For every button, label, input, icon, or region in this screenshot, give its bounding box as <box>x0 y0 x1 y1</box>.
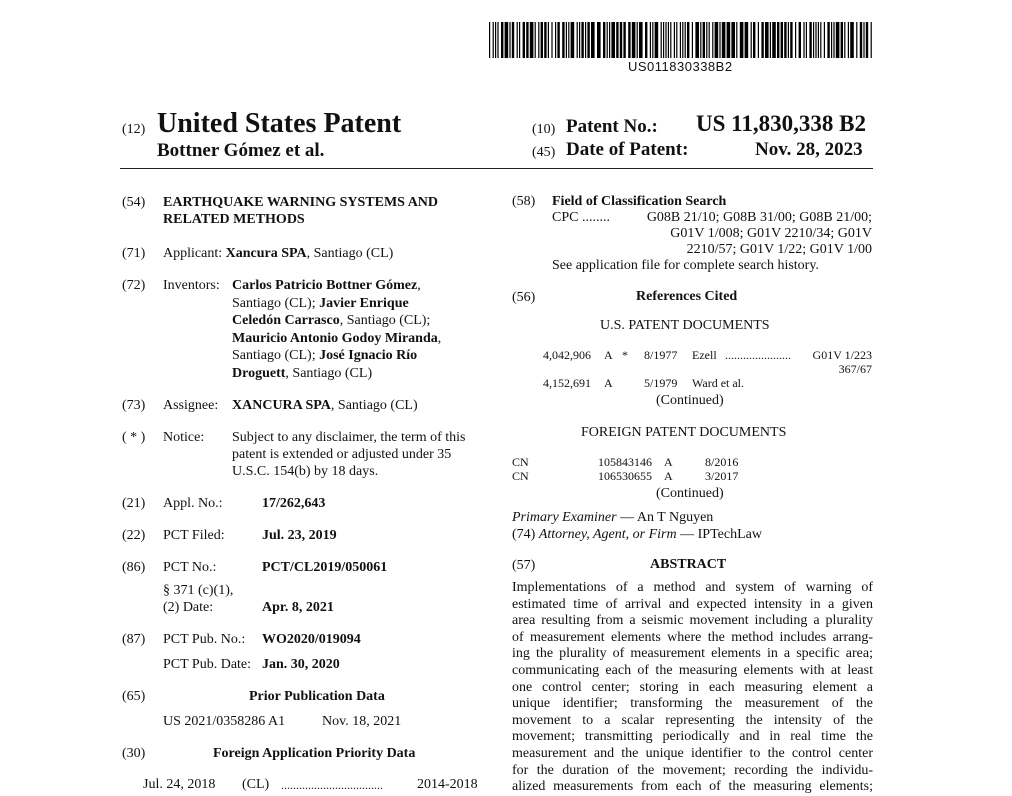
barcode-bar <box>706 22 707 58</box>
barcode-bar <box>784 22 786 58</box>
pct-pub-date: Jan. 30, 2020 <box>262 657 340 672</box>
barcode-bar <box>827 22 829 58</box>
barcode-bar <box>740 22 744 58</box>
pct-pub-number: WO2020/019094 <box>262 632 361 647</box>
us-doc-class-2: 367/67 <box>838 362 872 376</box>
abstract-line: one control center; storing in each measuring element a <box>512 679 873 695</box>
cpc-line-1: G08B 21/10; G08B 31/00; G08B 21/00; <box>646 210 872 225</box>
title-code: (54) <box>122 195 146 210</box>
barcode-bar <box>611 22 615 58</box>
us-doc-number: 4,152,691 <box>543 376 591 390</box>
patent-type-title: United States Patent <box>157 108 402 139</box>
inventor-line-3: Celedón Carrasco, Santiago (CL); <box>232 313 431 328</box>
barcode-bar <box>770 22 771 58</box>
foreign-doc-date: 3/2017 <box>705 469 739 483</box>
barcode-bar <box>815 22 816 58</box>
foreign-doc-number: 106530655 <box>598 469 652 483</box>
applicant-label: Applicant: Xancura SPA, Santiago (CL) <box>163 246 394 261</box>
barcode-bar <box>676 22 677 58</box>
attorney-agent: (74) Attorney, Agent, or Firm — IPTechLaw <box>512 527 762 542</box>
barcode-bar <box>674 22 675 58</box>
pct-number: PCT/CL2019/050061 <box>262 560 388 575</box>
barcode-bar <box>544 22 546 58</box>
barcode-bar <box>555 22 556 58</box>
barcode-bar <box>523 22 525 58</box>
barcode-bar <box>772 22 776 58</box>
barcode-bar <box>818 22 819 58</box>
barcode-bar <box>548 22 549 58</box>
barcode-bar <box>761 22 763 58</box>
barcode-bar <box>777 22 779 58</box>
barcode-bar <box>781 22 783 58</box>
assignee-label: Assignee: <box>163 398 219 413</box>
us-doc-name: Ward et al. <box>692 376 745 390</box>
barcode-bar <box>632 22 636 58</box>
barcode-bar <box>753 22 755 58</box>
foreign-doc-kind: A <box>664 469 673 483</box>
notice-code: ( * ) <box>122 430 146 445</box>
kind-code-12: (12) <box>122 122 146 137</box>
references-heading: References Cited <box>636 289 738 304</box>
pct-filed-date: Jul. 23, 2019 <box>262 528 337 543</box>
field-search-code: (58) <box>512 194 536 209</box>
foreign-priority-heading: Foreign Application Priority Data <box>213 746 416 761</box>
barcode-bar <box>509 22 510 58</box>
s371-line-2: (2) Date: <box>163 600 214 615</box>
notice-label: Notice: <box>163 430 205 445</box>
applicant-location: , Santiago (CL) <box>306 246 394 261</box>
barcode-bar <box>650 22 651 58</box>
invention-title-line2: RELATED METHODS <box>163 212 305 227</box>
inventors-code: (72) <box>122 278 146 293</box>
us-doc-kind: A <box>604 348 613 362</box>
barcode-bar <box>692 22 693 58</box>
barcode-bar <box>597 22 601 58</box>
assignee-value: XANCURA SPA, Santiago (CL) <box>232 398 418 413</box>
applicant-name: Xancura SPA <box>225 246 307 261</box>
us-doc-number: 4,042,906 <box>543 348 591 362</box>
us-doc-date: 5/1979 <box>644 376 678 390</box>
foreign-docs-continued: (Continued) <box>656 486 724 501</box>
pct-pub-label: PCT Pub. No.: <box>163 632 246 647</box>
appl-code: (21) <box>122 496 146 511</box>
pct-pub-date-label: PCT Pub. Date: <box>163 657 252 672</box>
barcode-bar <box>517 22 518 58</box>
references-code: (56) <box>512 290 536 305</box>
abstract-line: communicating each of the measuring elements with at least <box>512 662 873 678</box>
us-doc-kind: A <box>604 376 613 390</box>
cpc-label: CPC ........ <box>552 210 610 225</box>
barcode-bar <box>505 22 509 58</box>
barcode-bar <box>700 22 701 58</box>
barcode-bar <box>719 22 720 58</box>
foreign-patent-docs-heading: FOREIGN PATENT DOCUMENTS <box>581 425 787 440</box>
barcode-bar <box>551 22 552 58</box>
barcode-bar <box>616 22 618 58</box>
barcode-bar <box>682 22 683 58</box>
barcode-bar <box>526 22 528 58</box>
barcode-bar <box>581 22 583 58</box>
pct-filed-label: PCT Filed: <box>163 528 225 543</box>
barcode-bar <box>566 22 567 58</box>
barcode-bar <box>709 22 710 58</box>
barcode-bar <box>866 22 868 58</box>
barcode-bar <box>541 22 543 58</box>
abstract-line: movement; transmitting periodically and in real time the <box>512 729 873 745</box>
us-doc-dots: ...................... <box>725 348 791 362</box>
barcode-bar <box>836 22 840 58</box>
barcode-bar <box>824 22 825 58</box>
barcode-bar <box>848 22 849 58</box>
barcode-bar <box>645 22 647 58</box>
search-history-note: See application file for complete search history. <box>552 258 819 273</box>
barcode-number: US011830338B2 <box>628 59 733 74</box>
date-of-patent-label: Date of Patent: <box>566 139 689 160</box>
s371-date: Apr. 8, 2021 <box>262 600 334 615</box>
barcode-bar <box>850 22 854 58</box>
barcode-bar <box>607 22 608 58</box>
barcode-bar <box>519 22 520 58</box>
abstract-text <box>512 580 873 796</box>
inventor-line-4: Mauricio Antonio Godoy Miranda, <box>232 330 442 346</box>
barcode-bar <box>871 22 872 58</box>
barcode-bar <box>535 22 536 58</box>
abstract-code: (57) <box>512 558 536 573</box>
barcode-bar <box>695 22 699 58</box>
barcode-bar <box>603 22 605 58</box>
assignee-code: (73) <box>122 398 146 413</box>
barcode-bar <box>620 22 622 58</box>
barcode-bar <box>577 22 578 58</box>
patent-number-label: Patent No.: <box>566 116 658 137</box>
barcode-bar <box>860 22 862 58</box>
barcode-bar <box>841 22 843 58</box>
patent-number: US 11,830,338 B2 <box>696 111 866 136</box>
kind-code-10: (10) <box>532 122 556 137</box>
barcode-bar <box>661 22 662 58</box>
foreign-priority-code: (30) <box>122 746 146 761</box>
patent-barcode <box>489 22 873 58</box>
barcode-bar <box>809 22 811 58</box>
foreign-priority-number: 2014-2018 <box>417 777 478 792</box>
foreign-priority-date: Jul. 24, 2018 <box>143 777 216 792</box>
invention-title-line1: EARTHQUAKE WARNING SYSTEMS AND <box>163 195 439 210</box>
barcode-bar <box>668 22 669 58</box>
barcode-bar <box>833 22 834 58</box>
barcode-bar <box>538 22 539 58</box>
barcode-bar <box>727 22 731 58</box>
notice-line-2: patent is extended or adjusted under 35 <box>232 447 452 462</box>
pct-pub-code: (87) <box>122 632 146 647</box>
barcode-bar <box>790 22 792 58</box>
barcode-bar <box>687 22 689 58</box>
barcode-bar <box>758 22 759 58</box>
inventors-label: Inventors: <box>163 278 220 293</box>
inventor-line-6: Droguett, Santiago (CL) <box>232 365 373 381</box>
foreign-doc-number: 105843146 <box>598 455 652 469</box>
barcode-bar <box>813 22 814 58</box>
foreign-priority-country: (CL) <box>242 777 270 792</box>
barcode-bar <box>579 22 580 58</box>
barcode-bar <box>557 22 559 58</box>
barcode-bar <box>670 22 671 58</box>
barcode-bar <box>806 22 807 58</box>
prior-pub-number: US 2021/0358286 A1 <box>163 714 286 729</box>
barcode-bar <box>591 22 595 58</box>
abstract-line: Implementations of a method and system of warning of <box>512 580 873 595</box>
appl-number: 17/262,643 <box>262 496 326 511</box>
barcode-bar <box>680 22 681 58</box>
barcode-bar <box>715 22 719 58</box>
us-doc-name: Ezell <box>692 348 717 362</box>
notice-line-3: U.S.C. 154(b) by 18 days. <box>232 464 379 479</box>
barcode-bar <box>731 22 735 58</box>
barcode-bar <box>665 22 666 58</box>
abstract-line: measurement and the unique identifier to the control center <box>512 745 873 761</box>
abstract-line: alized measurements from each of the measuring elements; <box>512 779 873 795</box>
us-doc-class: G01V 1/223 <box>812 348 872 362</box>
barcode-bar <box>637 22 638 58</box>
barcode-bar <box>712 22 713 58</box>
kind-code-45: (45) <box>532 145 556 160</box>
barcode-bar <box>530 22 534 58</box>
barcode-bar <box>609 22 610 58</box>
barcode-bar <box>512 22 514 58</box>
header-divider <box>120 168 873 169</box>
field-search-heading: Field of Classification Search <box>552 194 727 209</box>
barcode-bar <box>585 22 586 58</box>
foreign-doc-country: CN <box>512 455 529 469</box>
us-docs-continued: (Continued) <box>656 393 724 408</box>
appl-label: Appl. No.: <box>163 496 223 511</box>
abstract-line: estimated time of arrival and expected intensity in a given <box>512 596 873 612</box>
foreign-doc-kind: A <box>664 455 673 469</box>
barcode-bar <box>745 22 749 58</box>
barcode-bar <box>568 22 569 58</box>
barcode-bar <box>703 22 705 58</box>
barcode-bar <box>663 22 664 58</box>
barcode-bar <box>765 22 769 58</box>
inventor-line-1: Carlos Patricio Bottner Gómez, <box>232 278 421 293</box>
barcode-bar <box>639 22 643 58</box>
pct-no-label: PCT No.: <box>163 560 217 575</box>
barcode-bar <box>497 22 498 58</box>
abstract-line: ing the plurality of measurement elements in a specific area; <box>512 646 873 662</box>
foreign-doc-date: 8/2016 <box>705 455 739 469</box>
abstract-heading: ABSTRACT <box>650 557 727 572</box>
us-doc-date: 8/1977 <box>644 348 678 362</box>
abstract-line: movement to a scalar representing the intensity of the <box>512 712 873 728</box>
barcode-bar <box>562 22 564 58</box>
applicant-code: (71) <box>122 246 146 261</box>
barcode-bar <box>495 22 496 58</box>
abstract-line: of measurement elements where the method includes arrang- <box>512 629 873 645</box>
barcode-bar <box>736 22 737 58</box>
barcode-bar <box>501 22 503 58</box>
abstract-line: unique identifier; transforming the measurement of the <box>512 696 873 712</box>
cpc-line-2: G01V 1/008; G01V 2210/34; G01V <box>670 226 872 241</box>
foreign-doc-country: CN <box>512 469 529 483</box>
cpc-line-3: 2210/57; G01V 1/22; G01V 1/00 <box>686 242 872 257</box>
barcode-bar <box>571 22 575 58</box>
inventor-line-2: Santiago (CL); Javier Enrique <box>232 295 409 311</box>
barcode-bar <box>863 22 864 58</box>
barcode-bar <box>623 22 625 58</box>
barcode-bar <box>628 22 630 58</box>
barcode-bar <box>788 22 789 58</box>
primary-examiner: Primary Examiner — An T Nguyen <box>512 510 714 525</box>
barcode-bar <box>489 22 490 58</box>
barcode-bar <box>655 22 659 58</box>
barcode-bar <box>587 22 589 58</box>
us-doc-star: * <box>622 348 628 362</box>
barcode-bar <box>820 22 821 58</box>
barcode-bar <box>652 22 653 58</box>
barcode-bar <box>831 22 832 58</box>
barcode-bar <box>493 22 494 58</box>
barcode-bar <box>795 22 796 58</box>
prior-pub-date: Nov. 18, 2021 <box>322 714 402 729</box>
barcode-bar <box>751 22 752 58</box>
pct-no-code: (86) <box>122 560 146 575</box>
inventor-line-5: Santiago (CL); José Ignacio Río <box>232 348 418 363</box>
first-inventor-short: Bottner Gómez et al. <box>157 140 325 161</box>
barcode-bar <box>844 22 845 58</box>
foreign-priority-dots: .................................. <box>281 778 383 792</box>
date-of-patent: Nov. 28, 2023 <box>755 139 863 160</box>
barcode-bar <box>803 22 804 58</box>
barcode-bar <box>685 22 686 58</box>
s371-line-1: § 371 (c)(1), <box>163 583 234 598</box>
notice-line-1: Subject to any disclaimer, the term of this <box>232 430 466 445</box>
barcode-bar <box>856 22 857 58</box>
prior-pub-code: (65) <box>122 689 146 704</box>
abstract-line: for the duration of the movement; recording the individu- <box>512 762 873 778</box>
barcode-bar <box>799 22 801 58</box>
barcode-bar <box>722 22 726 58</box>
abstract-line: area resulting from a seismic movement including a plurality <box>512 613 873 629</box>
pct-filed-code: (22) <box>122 528 146 543</box>
prior-pub-heading: Prior Publication Data <box>249 689 385 704</box>
us-patent-docs-heading: U.S. PATENT DOCUMENTS <box>600 318 770 333</box>
